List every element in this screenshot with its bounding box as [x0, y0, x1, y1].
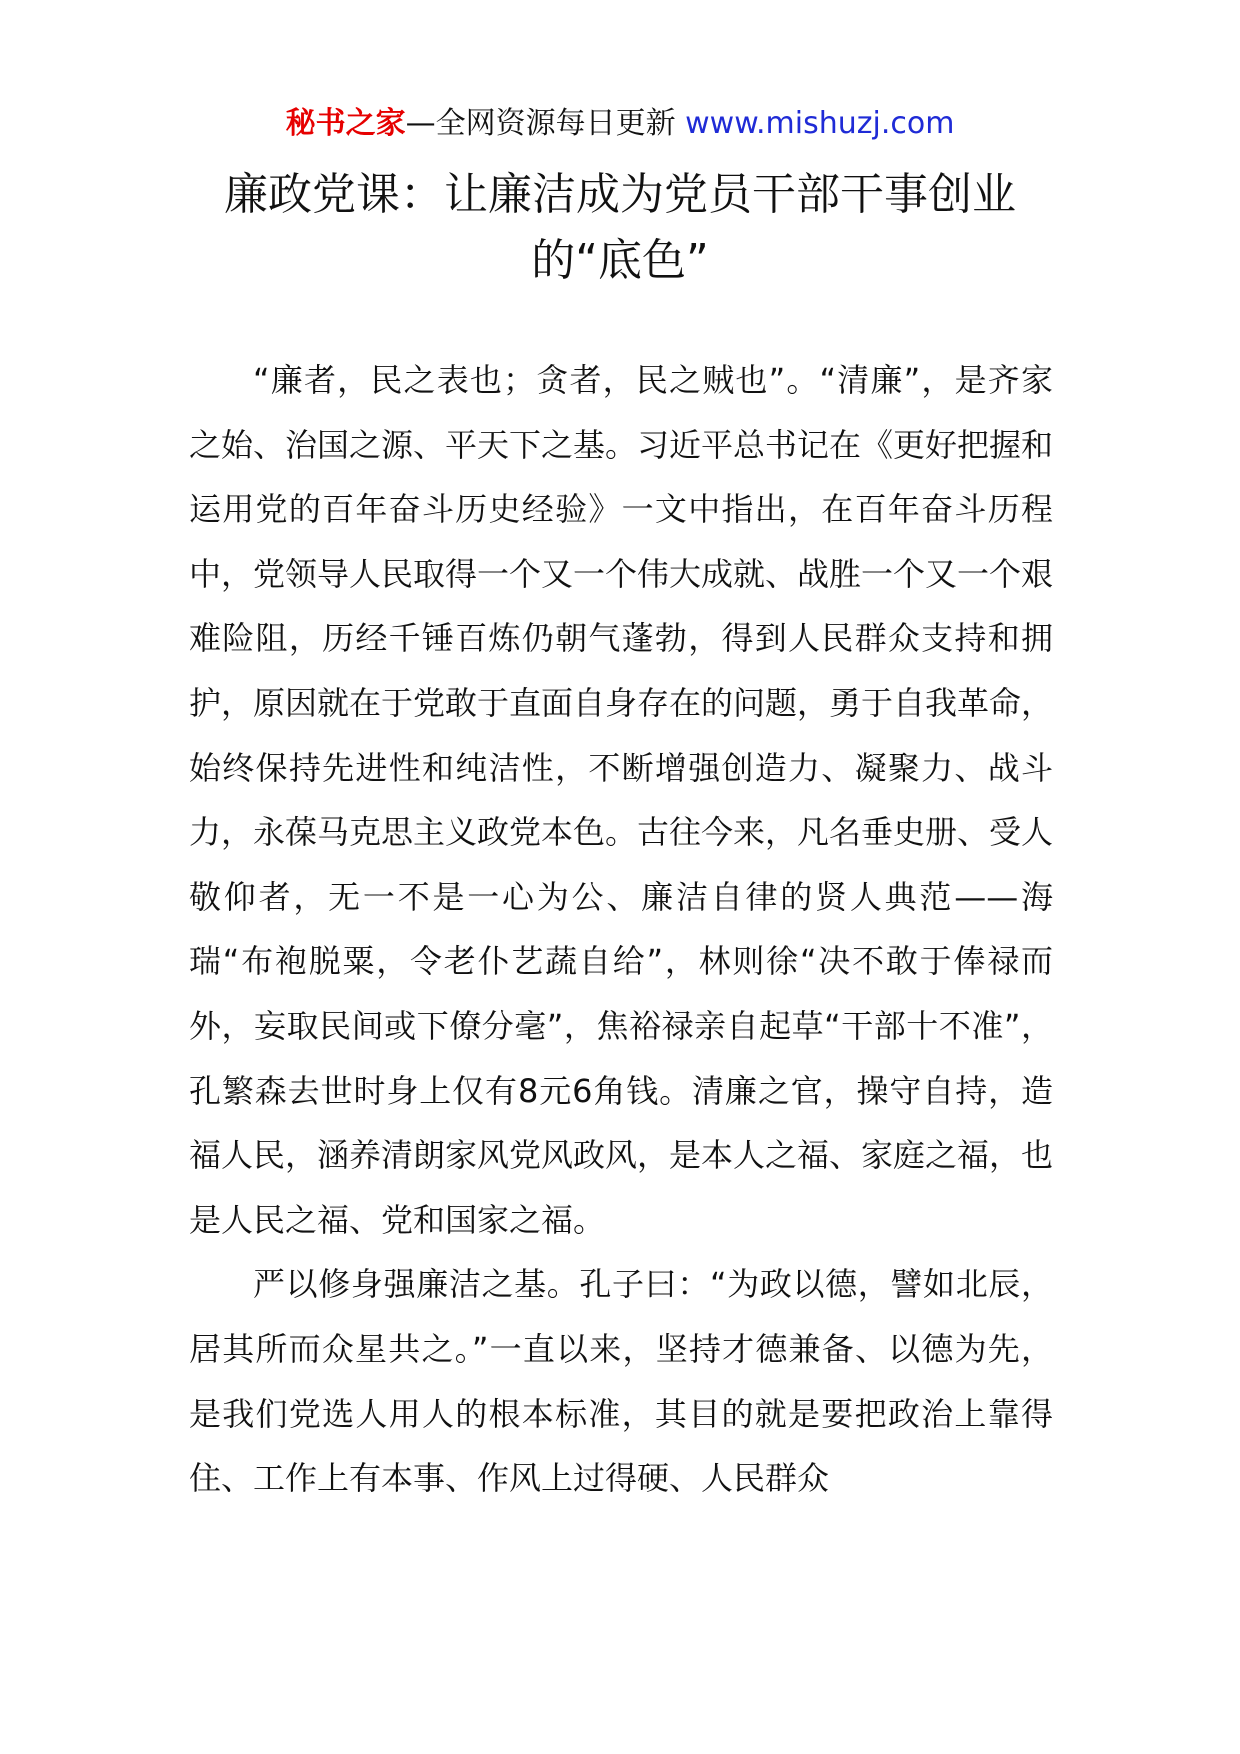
document-title-line-2: 的“底色” [531, 235, 709, 286]
document-title [150, 162, 1090, 294]
body-paragraph: “廉者，民之表也；贪者，民之贼也”。“清廉”，是齐家之始、治国之源、平天下之基。习近平总书记在《更好把握和运用党的百年奋斗历史经验》一文中指出，在百年奋斗历程中，党领导人民取得一个又一个伟大成就、战胜一个又一个艰难险阻，历经千锤百炼仍朝气蓬勃，得到人民群众支持和拥护，原因就在于党敢于直面自身存在的问题，勇于自我革命，始终保持先进性和纯洁性，不断增强创造力、凝聚力、战斗力，永葆马克思主义政党本色。古往今来，凡名垂史册、受人敬仰者，无一不是一心为公、廉洁自律的贤人典范——海瑞“布袍脱粟，令老仆艺蔬自给”，林则徐“决不敢于俸禄而外，妄取民间或下僚分毫”，焦裕禄亲自起草“干部十不准”，孔繁森去世时身上仅有8元6角钱。清廉之官，操守自持，造福人民，涵养清朗家风党风政风，是本人之福、家庭之福，也是人民之福、党和国家之福。 [189, 361, 1054, 1239]
header-tagline: —全网资源每日更新 [405, 106, 676, 141]
site-url-link[interactable]: www.mishuzj.com [685, 106, 955, 141]
brand-name: 秘书之家 [285, 106, 406, 141]
body-paragraph: 严以修身强廉洁之基。孔子曰：“为政以德，譬如北辰，居其所而众星共之。”一直以来，坚持才德兼备、以德为先，是我们党选人用人的根本标准，其目的就是要把政治上靠得住、工作上有本事、作风上过得硬、人民群众 [189, 1265, 1053, 1498]
document-body [189, 348, 1053, 1511]
document-title-line-1: 廉政党课：让廉洁成为党员干部干事创业 [224, 169, 1016, 220]
site-header [0, 100, 1240, 148]
